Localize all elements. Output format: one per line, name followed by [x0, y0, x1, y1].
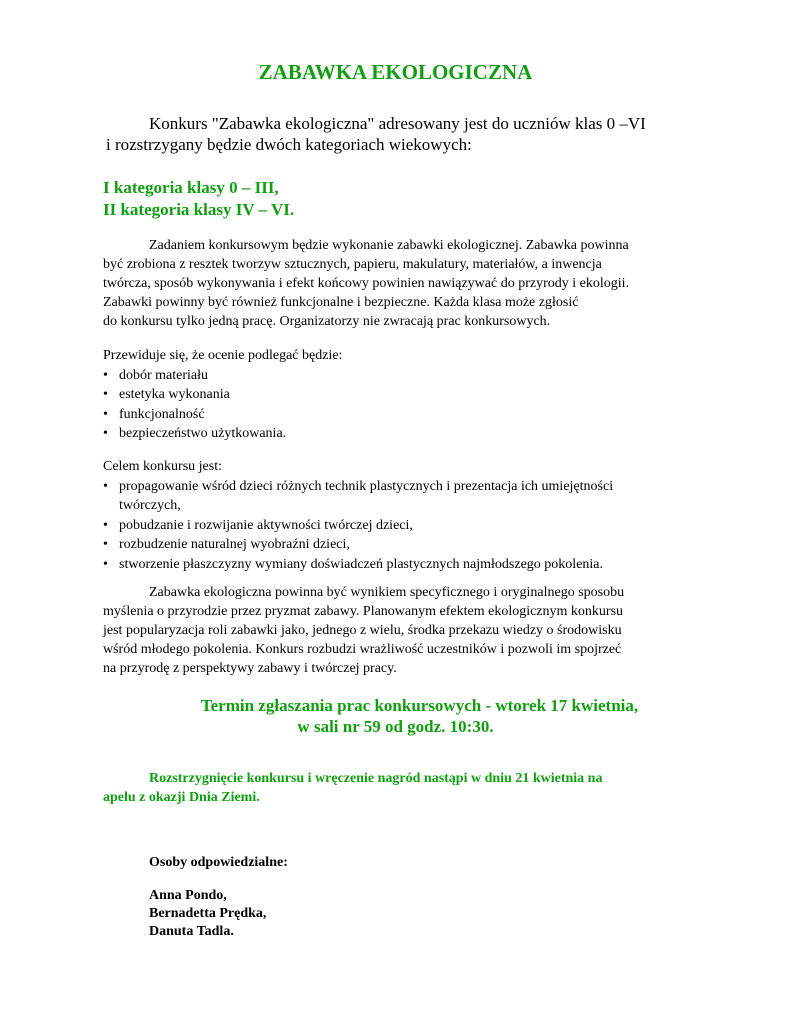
task-line: twórcza, sposób wykonywania i efekt końcowy powinien nawiązywać do przyrody i ekologii. [103, 276, 630, 291]
responsible-persons [149, 887, 266, 941]
list-item [103, 405, 703, 425]
criteria-item-text: dobór materiału [119, 367, 209, 383]
deadline-line-1: Termin zgłaszania prac konkursowych - wtorek 17 kwietnia, [200, 696, 639, 715]
task-line: być zrobiona z resztek tworzyw sztucznych, papieru, makulatury, materiałów, a inwencja [103, 257, 602, 272]
bullet-icon: • [103, 556, 108, 572]
bullet-icon: • [103, 517, 108, 533]
criteria-item-text: bezpieczeństwo użytkowania. [119, 426, 287, 441]
criteria-item-text: funkcjonalność [119, 406, 205, 422]
bullet-icon: • [103, 537, 108, 552]
summary-line: wśród młodego pokolenia. Konkurs rozbudzi wrażliwość uczestników i pozwoli im spojrzeć [103, 642, 622, 657]
criteria-list [103, 366, 703, 444]
summary-line: Zabawka ekologiczna powinna być wynikiem specyficznego i oryginalnego sposobu [149, 585, 625, 600]
list-item [103, 516, 703, 536]
task-line: Zabawki powinny być również funkcjonalne i bezpieczne. Każda klasa może zgłosić [103, 295, 579, 310]
list-item [103, 366, 703, 386]
bullet-icon: • [103, 387, 108, 402]
summary-line: jest popularyzacja roli zabawki jako, jednego z wielu, środka przekazu wiedzy o środowisku [103, 623, 622, 638]
summary-line: na przyrodę z perspektywy zabawy i twórczej pracy. [103, 661, 397, 676]
goal-item-text: stworzenie płaszczyzny wymiany doświadczeń plastycznych najmłodszego pokolenia. [119, 556, 604, 572]
responsible-heading: Osoby odpowiedzialne: [149, 855, 288, 870]
goal-item-text: pobudzanie i rozwijanie aktywności twórczej dzieci, [119, 517, 413, 533]
list-item [103, 424, 703, 444]
task-paragraph [103, 236, 703, 331]
goals-list [103, 477, 703, 575]
person-name: Anna Pondo, [149, 888, 227, 903]
intro-line-2: i rozstrzygany będzie dwóch kategoriach wiekowych: [106, 135, 472, 154]
list-item [103, 535, 703, 555]
list-item [103, 555, 703, 575]
criteria-section [103, 346, 703, 444]
results-line-1: Rozstrzygnięcie konkursu i wręczenie nagród nastąpi w dniu 21 kwietnia na [149, 771, 603, 786]
bullet-icon: • [103, 478, 108, 494]
goals-heading: Celem konkursu jest: [103, 459, 222, 474]
intro-line-1: Konkurs "Zabawka ekologiczna" adresowany jest do uczniów klas 0 –VI [149, 114, 646, 133]
list-item [103, 477, 703, 516]
results-announcement [103, 769, 723, 807]
summary-paragraph [103, 583, 703, 678]
criteria-heading: Przewiduje się, że ocenie podlegać będzie: [103, 348, 343, 363]
task-line: do konkursu tylko jedną pracę. Organizatorzy nie zwracają prac konkursowych. [103, 314, 551, 329]
summary-line: myślenia o przyrodzie przez pryzmat zabawy. Planowanym efektem ekologicznym konkursu [103, 604, 624, 619]
person-name: Danuta Tadla. [149, 924, 234, 939]
document-title: ZABAWKA EKOLOGICZNA [258, 60, 533, 84]
bullet-icon: • [103, 367, 108, 383]
bullet-icon: • [103, 406, 108, 422]
goal-item-text-continued: twórczych, [119, 498, 181, 513]
task-line: Zadaniem konkursowym będzie wykonanie zabawki ekologicznej. Zabawka powinna [149, 238, 629, 253]
results-line-2: apelu z okazji Dnia Ziemi. [103, 790, 260, 805]
goal-item-text: rozbudzenie naturalnej wyobraźni dzieci, [119, 537, 350, 552]
list-item [103, 385, 703, 405]
bullet-icon: • [103, 426, 108, 441]
deadline-line-2: w sali nr 59 od godz. 10:30. [297, 717, 494, 736]
goal-item-text: propagowanie wśród dzieci różnych technik plastycznych i prezentacja ich umiejętności [119, 478, 614, 494]
intro-paragraph [104, 113, 704, 155]
age-categories [103, 177, 294, 221]
person-name: Bernadetta Prędka, [149, 906, 267, 921]
criteria-item-text: estetyka wykonania [119, 387, 230, 402]
category-2: II kategoria klasy IV – VI. [103, 200, 295, 219]
goals-section [103, 457, 703, 574]
category-1: I kategoria klasy 0 – III, [103, 178, 279, 197]
deadline-notice [0, 695, 791, 737]
